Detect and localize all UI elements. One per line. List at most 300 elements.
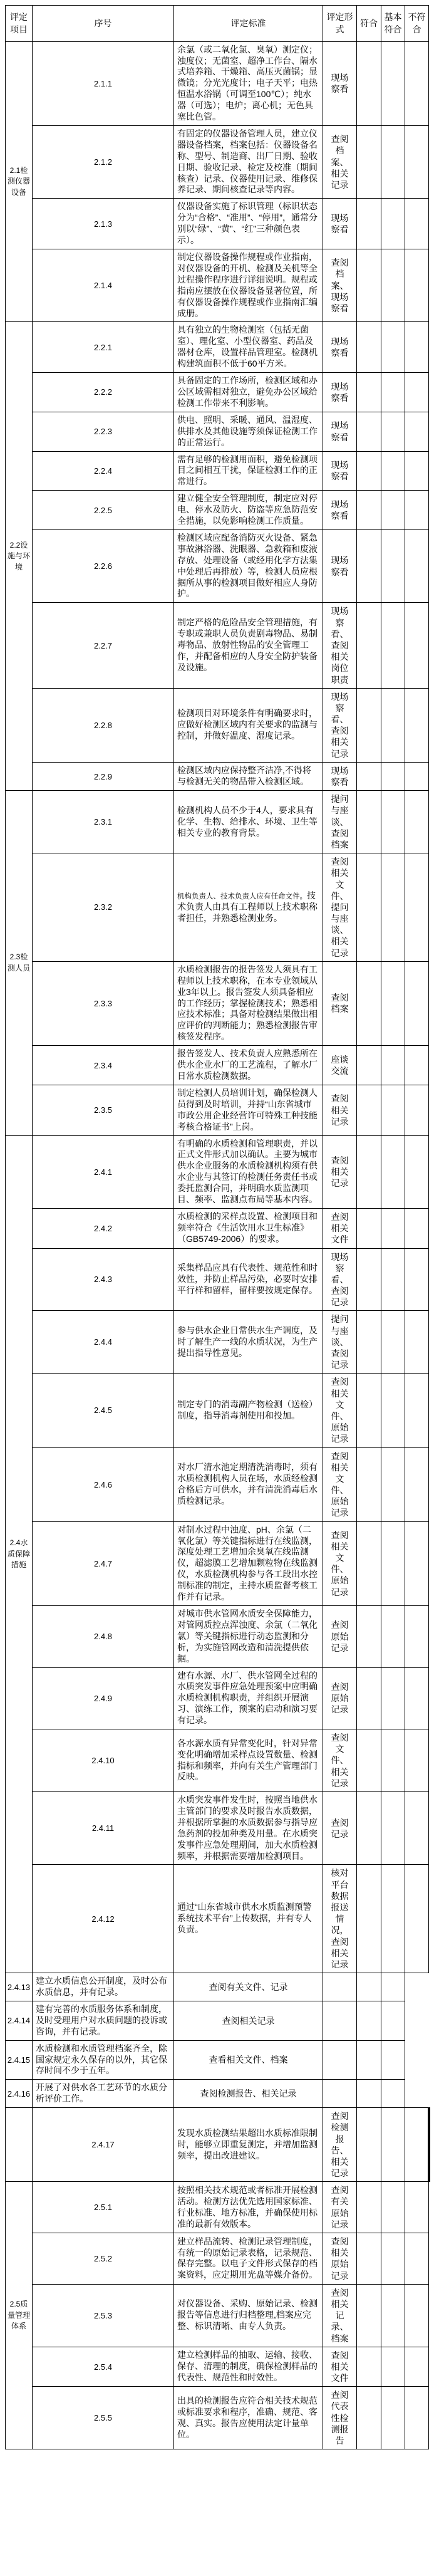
standard-cell: 水质检测的采样点设置、检测项目和频率符合《生活饮用水卫生标准》（GB5749-2006）的要求。 [174, 1208, 323, 1248]
table-row [6, 1311, 429, 1374]
basic-conform-cell [381, 1311, 405, 1374]
conform-cell [357, 961, 381, 1045]
nonconform-cell [405, 1667, 429, 1729]
basic-conform-cell [381, 961, 405, 1045]
sequence-cell: 2.1.4 [33, 249, 174, 322]
basic-conform-cell [381, 199, 405, 249]
sequence-cell: 2.5.1 [33, 2182, 174, 2233]
table-row [6, 2284, 429, 2347]
basic-conform-cell [381, 1135, 405, 1208]
basic-conform-cell [381, 322, 405, 373]
basic-conform-cell [381, 2233, 405, 2285]
basic-conform-cell [381, 1208, 405, 1248]
header-basic-conform-col: 基本符合 [381, 6, 405, 42]
method-cell: 查阅原始记录 [323, 1605, 357, 1667]
method-cell: 查阅有关原始记录 [323, 2182, 357, 2233]
ghost-cell [405, 2040, 429, 2080]
table-row [6, 1667, 429, 1729]
standard-cell: 检测项目对环境条件有明确要求时，应做好检测区域内有关要求的监测与控制，并做好温度、湿度记录。 [174, 688, 323, 762]
nonconform-cell [405, 1791, 429, 1864]
table-row [6, 1447, 429, 1521]
sequence-cell: 2.4.6 [33, 1447, 174, 1521]
sequence-cell: 2.3.1 [33, 791, 174, 853]
standard-cell: 制定专门的消毒副产物检测（送检）制度，指导消毒剂使用和投加。 [174, 1374, 323, 1447]
conform-cell [357, 1311, 381, 1374]
conform-cell [357, 1208, 381, 1248]
method-cell: 现场察看、查阅记录 [323, 1248, 357, 1311]
sequence-cell: 2.2.8 [33, 688, 174, 762]
nonconform-cell [405, 1046, 429, 1085]
method-cell: 查阅相关记录 [323, 1085, 357, 1135]
table-row [6, 249, 429, 322]
sequence-cell: 2.4.5 [33, 1374, 174, 1447]
conform-cell [357, 1605, 381, 1667]
conform-cell [357, 199, 381, 249]
nonconform-cell [405, 529, 429, 602]
method-cell: 提问与座谈、查阅档案 [323, 791, 357, 853]
basic-conform-cell [381, 603, 405, 688]
table-row [6, 1791, 429, 1864]
method-cell: 查阅相关文件 [323, 2347, 357, 2387]
sequence-cell: 2.4.10 [33, 1729, 174, 1792]
method-cell: 查阅相关记录、档案 [323, 2284, 357, 2347]
nonconform-cell [405, 2387, 429, 2449]
basic-conform-cell [381, 1605, 405, 1667]
basic-conform-cell [381, 2347, 405, 2387]
standard-cell: 水质检测报告的报告签发人须具有工程师以上技术职称，在本专业领域从业3年以上。报告签发人须具备相应的工作经历；掌握检测技术；熟悉相应技术标准；具备对检测结果做出相应评价的判断能力；熟悉检测报告审核签发程序。 [174, 961, 323, 1045]
conform-cell [357, 1085, 381, 1135]
nonconform-cell [405, 1374, 429, 1447]
group-label-cell: 2.1检测仪器设备 [6, 41, 33, 322]
method-cell: 查看相关文件、档案 [174, 2040, 323, 2080]
conform-cell [357, 2347, 381, 2387]
standard-cell: 参与供水企业日常供水生产调度，及时了解生产一线的水质状况，为生产提出指导性意见。 [174, 1311, 323, 1374]
ghost-cell [405, 1973, 429, 2001]
table-body [6, 41, 429, 2449]
table-row [6, 791, 429, 853]
conform-cell [357, 2387, 381, 2449]
conform-cell [357, 249, 381, 322]
table-row [6, 603, 429, 688]
conform-cell [357, 2233, 381, 2285]
method-cell: 查阅代表性检测报告 [323, 2387, 357, 2449]
sequence-cell: 2.5.2 [33, 2233, 174, 2285]
sequence-cell: 2.3.3 [33, 961, 174, 1045]
table-row [6, 322, 429, 373]
conform-cell [357, 2108, 381, 2182]
conform-cell [357, 529, 381, 602]
group-label-cell: 2.4水质保障措施 [6, 1135, 33, 1973]
table-row [6, 41, 429, 125]
basic-conform-cell [381, 2284, 405, 2347]
conform-cell [357, 1667, 381, 1729]
basic-conform-cell [381, 249, 405, 322]
sequence-cell: 2.5.4 [33, 2347, 174, 2387]
sequence-cell: 2.4.1 [33, 1135, 174, 1208]
standard-cell: 具有独立的生物检测室（包括无菌室）、理化室、小型仪器室、药品及器材仓库，设置样品管理室。检测机构建筑面积不低于60平方米。 [174, 322, 323, 373]
sequence-cell: 2.4.9 [33, 1667, 174, 1729]
method-cell: 查阅相关原始记录 [323, 2233, 357, 2285]
nonconform-cell [405, 491, 429, 530]
nonconform-cell [405, 41, 429, 125]
conform-cell [357, 2182, 381, 2233]
nonconform-cell [405, 373, 429, 412]
header-seq-col: 序号 [33, 6, 174, 42]
nonconform-cell [405, 2347, 429, 2387]
standard-cell: 出具的检测报告应符合相关技术规范或标准要求和程序，准确、规范、客观、真实。报告应使用法定计量单位。 [174, 2387, 323, 2449]
group-label-cell [6, 2108, 33, 2182]
conform-cell [357, 2284, 381, 2347]
sequence-cell: 2.5.5 [33, 2387, 174, 2449]
standard-cell: 仪器设备实施了标识管理（标识状态分为“合格”、“准用”、“停用”，通常分别以“绿”、“黄”、“红”三种颜色表示）。 [174, 199, 323, 249]
nonconform-cell [405, 1447, 429, 1521]
sequence-cell: 2.4.4 [33, 1311, 174, 1374]
nonconform-cell [405, 451, 429, 491]
nonconform-cell [405, 1248, 429, 1311]
standard-cell: 报告签发人、技术负责人应熟悉所在供水企业水厂的工艺流程，了解水厂日常水质检测数据。 [174, 1046, 323, 1085]
standard-cell: 需有足够的检测用面积，避免检测项目之间相互干扰，保证检测工作的正常进行。 [174, 451, 323, 491]
table-row [6, 125, 429, 198]
sequence-cell: 2.2.7 [33, 603, 174, 688]
sequence-cell: 2.4.2 [33, 1208, 174, 1248]
standard-cell: 建立样品流转、检测记录管理制度，有统一的原始记录表格，记录规范、保存完整。以电子文件形式保存的档案资料，应定期用光盘等媒介备份。 [174, 2233, 323, 2285]
form-cell [323, 2040, 357, 2080]
sequence-cell: 2.4.8 [33, 1605, 174, 1667]
nonconform-cell [405, 853, 429, 962]
sequence-cell: 2.4.14 [6, 2001, 33, 2040]
header-row [6, 6, 429, 42]
table-row [6, 412, 429, 451]
standard-cell: 检测区域内应保持整齐洁净,不得将与检测无关的物品带入检测区域。 [174, 762, 323, 790]
basic-conform-cell [381, 373, 405, 412]
table-row [6, 961, 429, 1045]
table-row [6, 1521, 429, 1605]
basic-conform-cell [381, 2387, 405, 2449]
standard-cell: 通过“山东省城市供水水质监测预警系统技术平台”上传数据，并有专人负责。 [174, 1865, 323, 1973]
basic-conform-cell [381, 2001, 405, 2040]
table-row [6, 1248, 429, 1311]
table-row [6, 762, 429, 790]
form-cell [323, 2001, 357, 2040]
basic-conform-cell [381, 529, 405, 602]
method-cell: 现场察看 [323, 529, 357, 602]
table-row [6, 2040, 429, 2080]
nonconform-cell [405, 1521, 429, 1605]
conform-cell [357, 412, 381, 451]
sequence-cell: 2.2.3 [33, 412, 174, 451]
sequence-cell: 2.4.13 [6, 1973, 33, 2001]
standard-cell: 余氯（或二氧化氯、臭氧）测定仪；浊度仪；无菌室、超净工作台、隔水式培养箱、干燥箱、高压灭菌锅；显微镜；分光光度计；电子天平；电热恒温水浴锅（可调至100℃）；纯水器（可选）；电炉；离心机；无色具塞比色管。 [174, 41, 323, 125]
conform-cell [357, 1046, 381, 1085]
table-row [6, 1046, 429, 1085]
basic-conform-cell [381, 1374, 405, 1447]
nonconform-cell [405, 688, 429, 762]
conform-cell [357, 2001, 381, 2040]
standard-cell: 有明确的水质检测和管理职责，并以正式文件形式加以确认。主要为城市供水企业服务的水质检测机构须有供水企业与其签订的检测任务责任书或委托监测合同，并明确水质监测项目、频率、监测点布局等基本内容。 [174, 1135, 323, 1208]
basic-conform-cell [381, 1521, 405, 1605]
standard-text: 技术负责人由具有工程师以上技术职称者担任，并熟悉检测业务。 [177, 890, 318, 923]
standard-cell: 采集样品应具有代表性、规范性和时效性，并防止样品污染，必要时安排平行样和留样，留样要按规定保存。 [174, 1248, 323, 1311]
table-row [6, 2108, 429, 2182]
table-row [6, 2001, 429, 2040]
basic-conform-cell [381, 1248, 405, 1311]
method-cell: 查阅相关记录 [323, 1135, 357, 1208]
nonconform-cell [405, 322, 429, 373]
sequence-cell: 2.2.2 [33, 373, 174, 412]
sequence-cell: 2.1.2 [33, 125, 174, 198]
method-cell: 查阅记录 [323, 1791, 357, 1864]
standard-cell: 供电、照明、采暖、通风、温湿度、供排水及其他设施等须保证检测工作的正常运行。 [174, 412, 323, 451]
basic-conform-cell [381, 491, 405, 530]
header-conform-col: 符合 [357, 6, 381, 42]
sequence-cell: 2.4.15 [6, 2040, 33, 2080]
standard-cell: 制定严格的危险品安全管理措施，有专职或兼职人员负责剧毒物品、易制毒物品、放射性物品的安全管理工作，并配备相应的人身安全防护装备及设施。 [174, 603, 323, 688]
method-cell: 查阅相关文件、原始记录 [323, 1374, 357, 1447]
method-cell: 现场察看 [323, 41, 357, 125]
conform-cell [357, 1447, 381, 1521]
sequence-cell: 2.1.3 [33, 199, 174, 249]
method-cell: 核对平台数据报送情况，查阅相关记录 [323, 1865, 357, 1973]
standard-cell [174, 853, 323, 962]
sequence-cell: 2.2.9 [33, 762, 174, 790]
table-row [6, 1865, 429, 1973]
conform-cell [357, 791, 381, 853]
conform-cell [357, 1973, 381, 2001]
conform-cell [357, 1374, 381, 1447]
method-cell: 查阅档案、相关记录 [323, 125, 357, 198]
basic-conform-cell [381, 2040, 405, 2080]
evaluation-table [5, 5, 430, 2449]
conform-cell [357, 603, 381, 688]
standard-cell: 有固定的仪器设备管理人员，建立仪器设备档案，档案包括：仪器设备名称、型号、制造商、出厂日期、验收日期、验收记录、检定及校准（期间核查）记录、仪器使用记录、维修保养记录、期间核查记录等内容。 [174, 125, 323, 198]
sequence-cell: 2.4.12 [33, 1865, 174, 1973]
ghost-cell [405, 2080, 429, 2108]
conform-cell [357, 853, 381, 962]
method-cell: 现场察看 [323, 762, 357, 790]
basic-conform-cell [381, 2182, 405, 2233]
method-cell: 查阅档案 [323, 961, 357, 1045]
nonconform-cell [405, 762, 429, 790]
method-cell: 查阅检测报告、相关记录 [174, 2080, 323, 2108]
nonconform-cell [405, 603, 429, 688]
standard-cell: 对制水过程中浊度、pH、余氯（二氧化氯）等关键指标进行在线监测，深度处理工艺增加余臭氧在线监测仪，超滤膜工艺增加颗粒物在线监测仪，水质检测机构参与各工段出水控制标准的制定，主持水质监督考核工作并有记录。 [174, 1521, 323, 1605]
basic-conform-cell [381, 451, 405, 491]
nonconform-cell [405, 1085, 429, 1135]
conform-cell [357, 451, 381, 491]
basic-conform-cell [381, 2080, 405, 2108]
nonconform-cell [405, 2284, 429, 2347]
group-label-cell: 2.3检测人员 [6, 791, 33, 1135]
nonconform-cell [405, 125, 429, 198]
header-project-col: 评定项目 [6, 6, 33, 42]
standard-cell: 检测区域应配备消防灭火设备、紧急事故淋浴器、洗眼器、急救箱和废液存放、处理设备（或经用化学方法集中处理后再排放）等，检测人员应根据所从事的检测项目做好相应人身防护。 [174, 529, 323, 602]
method-cell: 查阅相关文件、原始记录 [323, 1521, 357, 1605]
basic-conform-cell [381, 1729, 405, 1792]
method-cell: 查阅原始记录 [323, 1667, 357, 1729]
standard-cell: 按照相关技术规范或者标准开展检测活动。检测方法优先选用国家标准、行业标准、地方标准，并确保使用标准的最新有效版本。 [174, 2182, 323, 2233]
conform-cell [357, 688, 381, 762]
method-cell: 现场察看 [323, 199, 357, 249]
nonconform-cell [405, 961, 429, 1045]
nonconform-cell [405, 1208, 429, 1248]
nonconform-cell [405, 2108, 429, 2182]
standard-cell: 制定检测人员培训计划，确保检测人员得到及时培训，并持“山东省城市市政公用企业经营许可特殊工种技能考核合格证书”上岗。 [174, 1085, 323, 1135]
conform-cell [357, 125, 381, 198]
conform-cell [357, 1521, 381, 1605]
basic-conform-cell [381, 41, 405, 125]
standard-cell: 水质检测和水质管理档案齐全，除国家规定永久保存的以外，其它保存时间不少于五年。 [33, 2040, 174, 2080]
group-label-cell: 2.5质量管理体系 [6, 2182, 33, 2449]
header-standard-col: 评定标准 [174, 6, 323, 42]
standard-text-small: 机构负责人、技术负责人应有任命文件。 [177, 893, 307, 901]
table-row [6, 688, 429, 762]
sequence-cell: 2.4.7 [33, 1521, 174, 1605]
method-cell: 座谈交流 [323, 1046, 357, 1085]
nonconform-cell [405, 2182, 429, 2233]
conform-cell [357, 491, 381, 530]
table-row [6, 2182, 429, 2233]
table-row [6, 2347, 429, 2387]
standard-cell: 建立健全安全管理制度，制定应对停电、停水及防火、防盗等应急防范安全措施，以免影响检测工作质量。 [174, 491, 323, 530]
basic-conform-cell [381, 1667, 405, 1729]
method-cell: 查阅相关文件、提问与座谈、相关记录 [323, 853, 357, 962]
table-header [6, 6, 429, 42]
sequence-cell: 2.2.1 [33, 322, 174, 373]
table-row [6, 1374, 429, 1447]
method-cell: 查阅相关文件 [323, 1208, 357, 1248]
method-cell: 现场察看 [323, 373, 357, 412]
table-row [6, 1208, 429, 1248]
method-cell: 查阅文件、相关记录 [323, 1729, 357, 1792]
method-cell: 提问与座谈、查阅记录 [323, 1311, 357, 1374]
method-cell: 现场察看 [323, 451, 357, 491]
standard-cell: 建有水源、水厂、供水管网全过程的水质突发事件应急处理预案中应明确水质检测机构职责，并组织开展演习、演练工作，预案的启动和演习要有记录。 [174, 1667, 323, 1729]
conform-cell [357, 1791, 381, 1864]
nonconform-cell [405, 1865, 429, 1973]
method-cell: 现场察看 [323, 412, 357, 451]
conform-cell [357, 1865, 381, 1973]
sequence-cell: 2.4.16 [6, 2080, 33, 2108]
form-cell [323, 2080, 357, 2108]
basic-conform-cell [381, 1447, 405, 1521]
sequence-cell: 2.4.11 [33, 1791, 174, 1864]
basic-conform-cell [381, 1973, 405, 2001]
standard-cell: 建立水质信息公开制度，及时公布水质信息，并有记录。 [33, 1973, 174, 2001]
sequence-cell: 2.3.2 [33, 853, 174, 962]
table-row [6, 1135, 429, 1208]
table-row [6, 1085, 429, 1135]
method-cell: 查阅相关文件、原始记录 [323, 1447, 357, 1521]
nonconform-cell [405, 791, 429, 853]
table-row [6, 2080, 429, 2108]
standard-cell: 对仪器设备、采购、原始记录、检测报告等信息进行归档整理,档案应完整、标识清晰、由专人负责。 [174, 2284, 323, 2347]
nonconform-cell [405, 199, 429, 249]
table-row [6, 1605, 429, 1667]
method-cell: 现场察看 [323, 322, 357, 373]
basic-conform-cell [381, 1085, 405, 1135]
form-cell [323, 1973, 357, 2001]
method-cell: 查阅有关文件、记录 [174, 1973, 323, 2001]
method-cell: 现场察看 [323, 491, 357, 530]
method-cell: 查阅检测报告、相关记录 [323, 2108, 357, 2182]
sequence-cell: 2.2.4 [33, 451, 174, 491]
sequence-cell: 2.3.5 [33, 1085, 174, 1135]
sequence-cell: 2.4.17 [33, 2108, 174, 2182]
basic-conform-cell [381, 1046, 405, 1085]
nonconform-cell [405, 1729, 429, 1792]
table-row [6, 491, 429, 530]
standard-cell: 建立检测样品的抽取、运输、接收、保存、清理的制度，确保检测样品的代表性、规范性和时效性。 [174, 2347, 323, 2387]
sequence-cell: 2.3.4 [33, 1046, 174, 1085]
conform-cell [357, 1729, 381, 1792]
standard-cell: 制定仪器设备操作规程或作业指南，对仪器设备的开机、检测及关机等全过程操作程序进行详细说明。规程或指南应摆放在仪器设备显著位置，所有仪器设备操作规程或作业指南汇编成册。 [174, 249, 323, 322]
table-row [6, 199, 429, 249]
header-form-col: 评定形式 [323, 6, 357, 42]
nonconform-cell [405, 1605, 429, 1667]
sequence-cell: 2.5.3 [33, 2284, 174, 2347]
standard-cell: 检测机构人员不少于4人，要求具有化学、生物、给排水、环境、卫生等相关专业的教育背景。 [174, 791, 323, 853]
nonconform-cell [405, 2233, 429, 2285]
basic-conform-cell [381, 125, 405, 198]
basic-conform-cell [381, 791, 405, 853]
basic-conform-cell [381, 688, 405, 762]
ghost-cell [405, 2001, 429, 2040]
conform-cell [357, 762, 381, 790]
standard-cell: 各水源水质有异常变化时，针对异常变化明确增加采样点设置数量、检测指标和频率，并向有关生产管理部门反映。 [174, 1729, 323, 1792]
standard-cell: 发现水质检测结果超出水质标准限制时，能够立即重复测定，并增加监测频率，提出改进建议。 [174, 2108, 323, 2182]
standard-cell: 对城市供水管网水质安全保障能力，对管网质控点浑浊度、余氯（二氧化氯）等关键指标进行动态监测和分析，为实施管网改造和清洗提供依据。 [174, 1605, 323, 1667]
method-cell: 现场察看、查阅相关记录 [323, 688, 357, 762]
table-row [6, 1973, 429, 2001]
sequence-cell: 2.2.6 [33, 529, 174, 602]
standard-cell: 开展了对供水各工艺环节的水质分析评价工作。 [33, 2080, 174, 2108]
nonconform-cell [405, 1311, 429, 1374]
conform-cell [357, 322, 381, 373]
basic-conform-cell [381, 1865, 405, 1973]
group-label-cell: 2.2设施与环境 [6, 322, 33, 791]
conform-cell [357, 2040, 381, 2080]
table-row [6, 529, 429, 602]
method-cell: 查阅档案、现场察看 [323, 249, 357, 322]
header-nonconform-col: 不符合 [405, 6, 429, 42]
basic-conform-cell [381, 762, 405, 790]
standard-cell: 水质突发事件发生时，按照当地供水主管部门的要求及时报告水质数据，并根据所掌握的水质数据参与指导应急药剂的投加种类及用量。在水质突发事件应急处理期间，加大水质检测频率，并根据需要增加检测项目。 [174, 1791, 323, 1864]
conform-cell [357, 1248, 381, 1311]
basic-conform-cell [381, 1791, 405, 1864]
standard-cell: 建有完善的水质服务体系和制度，及时受理用户对水质问题的投诉或咨询，并有记录。 [33, 2001, 174, 2040]
standard-cell: 具备固定的工作场所，检测区域和办公区域需相对独立，避免办公区域给检测工作带来不利影响。 [174, 373, 323, 412]
table-row [6, 2233, 429, 2285]
basic-conform-cell [381, 412, 405, 451]
sequence-cell: 2.2.5 [33, 491, 174, 530]
standard-cell: 对水厂清水池定期清洗消毒时，须有水质检测机构人员在场，水质经检测合格后方可供水，并有清洗消毒后水质检测记录。 [174, 1447, 323, 1521]
conform-cell [357, 1135, 381, 1208]
table-row [6, 373, 429, 412]
table-row [6, 1729, 429, 1792]
conform-cell [357, 41, 381, 125]
table-row [6, 2387, 429, 2449]
table-row [6, 451, 429, 491]
table-row [6, 853, 429, 962]
conform-cell [357, 2080, 381, 2108]
nonconform-cell [405, 249, 429, 322]
nonconform-cell [405, 1135, 429, 1208]
method-cell: 现场察看、查阅相关岗位职责 [323, 603, 357, 688]
nonconform-cell [405, 412, 429, 451]
basic-conform-cell [381, 853, 405, 962]
method-cell: 查阅相关记录 [174, 2001, 323, 2040]
basic-conform-cell [381, 2108, 405, 2182]
